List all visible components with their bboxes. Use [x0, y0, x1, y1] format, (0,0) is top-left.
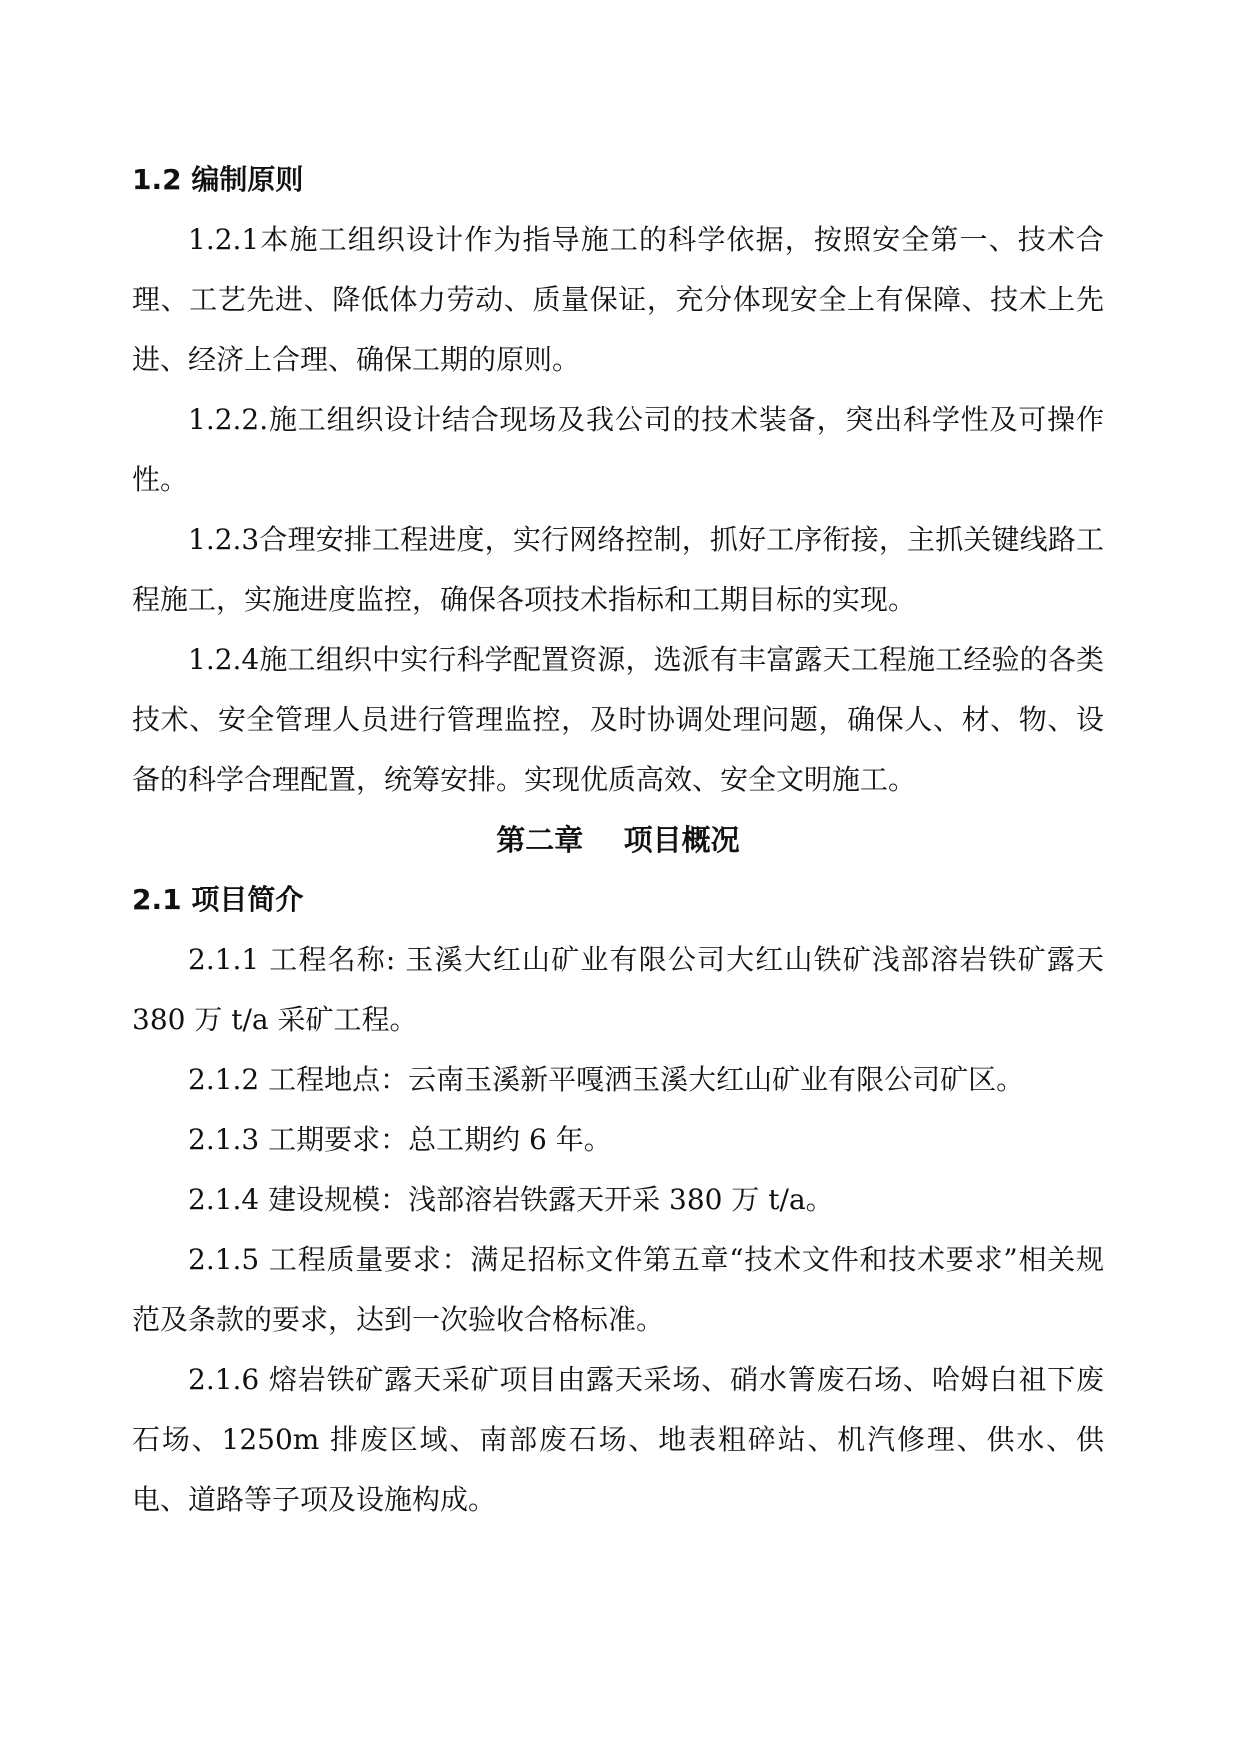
section-heading-2-1: 2.1 项目简介	[132, 883, 304, 916]
paragraph-1-2-4: 1.2.4施工组织中实行科学配置资源，选派有丰富露天工程施工经验的各类技术、安全管理人员进行管理监控，及时协调处理问题，确保人、材、物、设备的科学合理配置，统筹安排。实现优质高效、安全文明施工。	[132, 643, 1104, 796]
chapter-title: 第二章 项目概况	[496, 823, 740, 857]
paragraph-2-1-1: 2.1.1 工程名称: 玉溪大红山矿业有限公司大红山铁矿浅部溶岩铁矿露天 380 万 t/a 采矿工程。	[132, 943, 1104, 1036]
paragraph-2-1-2: 2.1.2 工程地点：云南玉溪新平嘎洒玉溪大红山矿业有限公司矿区。	[188, 1063, 1025, 1096]
section-heading-1-2: 1.2 编制原则	[132, 163, 304, 196]
paragraph-1-2-3: 1.2.3合理安排工程进度，实行网络控制，抓好工序衔接，主抓关键线路工程施工，实施进度监控，确保各项技术指标和工期目标的实现。	[132, 523, 1104, 616]
paragraph-1-2-2: 1.2.2.施工组织设计结合现场及我公司的技术装备，突出科学性及可操作性。	[132, 403, 1104, 496]
page-content	[132, 150, 1104, 1530]
paragraph-1-2-1: 1.2.1本施工组织设计作为指导施工的科学依据，按照安全第一、技术合理、工艺先进、降低体力劳动、质量保证，充分体现安全上有保障、技术上先进、经济上合理、确保工期的原则。	[132, 223, 1104, 376]
paragraph-2-1-3: 2.1.3 工期要求：总工期约 6 年。	[188, 1123, 612, 1156]
paragraph-2-1-6: 2.1.6 熔岩铁矿露天采矿项目由露天采场、硝水箐废石场、哈姆白祖下废石场、1250m 排废区域、南部废石场、地表粗碎站、机汽修理、供水、供电、道路等子项及设施构成。	[132, 1363, 1104, 1516]
paragraph-2-1-4: 2.1.4 建设规模：浅部溶岩铁露天开采 380 万 t/a。	[188, 1183, 834, 1216]
paragraph-2-1-5: 2.1.5 工程质量要求：满足招标文件第五章“技术文件和技术要求”相关规范及条款的要求，达到一次验收合格标准。	[132, 1243, 1104, 1336]
